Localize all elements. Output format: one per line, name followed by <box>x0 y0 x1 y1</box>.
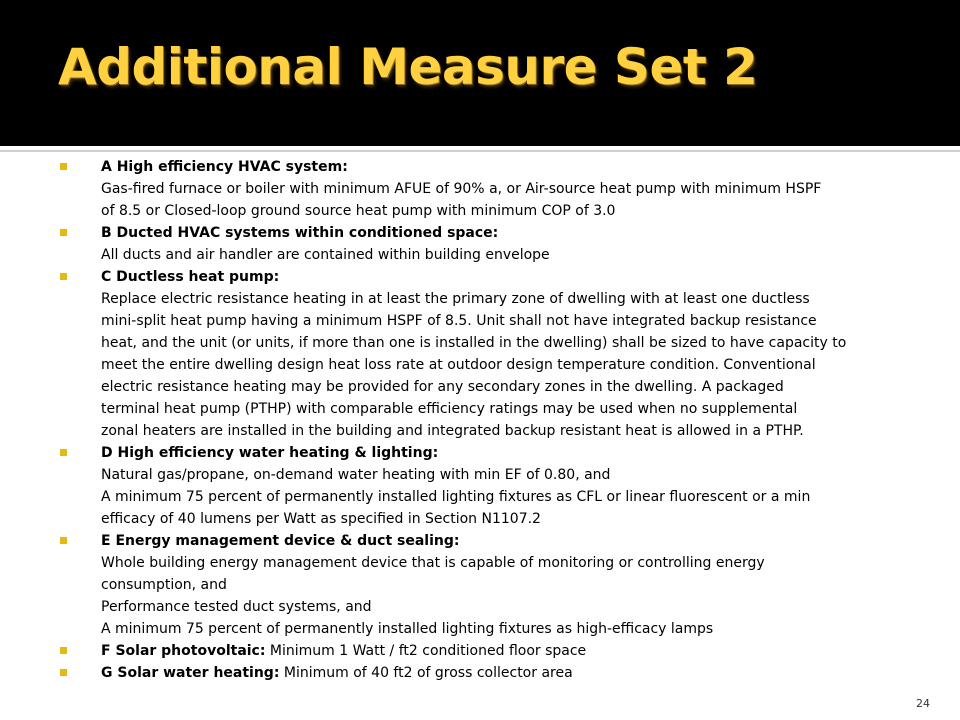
bullet-text-line: A minimum 75 percent of permanently installed lighting fixtures as high-efficacy lamps <box>101 621 714 637</box>
bullet-item-energy-management <box>60 530 910 640</box>
bullet-heading: E Energy management device & duct sealing: <box>101 533 460 549</box>
bullet-heading: C Ductless heat pump: <box>101 269 280 285</box>
bullet-heading: F Solar photovoltaic: <box>101 643 266 659</box>
bullet-list <box>60 156 910 684</box>
bullet-item-solar-photovoltaic <box>60 640 910 662</box>
bullet-text-line: electric resistance heating may be provided for any secondary zones in the dwelling. A packaged <box>101 379 784 395</box>
bullet-text-line: All ducts and air handler are contained within building envelope <box>101 247 550 263</box>
bullet-text-line: of 8.5 or Closed-loop ground source heat pump with minimum COP of 3.0 <box>101 203 616 219</box>
bullet-text-line: A minimum 75 percent of permanently installed lighting fixtures as CFL or linear fluorescent or a min <box>101 489 811 505</box>
bullet-inline-text: Minimum 1 Watt / ft2 conditioned floor space <box>265 643 587 659</box>
bullet-text-line: heat, and the unit (or units, if more than one is installed in the dwelling) shall be sized to have capacity to <box>101 335 847 351</box>
bullet-item-hvac-system <box>60 156 910 222</box>
bullet-item-ducted-hvac <box>60 222 910 266</box>
square-bullet-icon <box>60 273 67 280</box>
bullet-text-line: Gas-fired furnace or boiler with minimum AFUE of 90% a, or Air-source heat pump with minimum HSPF <box>101 181 822 197</box>
bullet-inline-text: Minimum of 40 ft2 of gross collector area <box>279 665 573 681</box>
bullet-text-line: Natural gas/propane, on-demand water heating with min EF of 0.80, and <box>101 467 611 483</box>
bullet-text-line: efficacy of 40 lumens per Watt as specified in Section N1107.2 <box>101 511 541 527</box>
square-bullet-icon <box>60 163 67 170</box>
square-bullet-icon <box>60 449 67 456</box>
bullet-item-water-heating-lighting <box>60 442 910 530</box>
bullet-item-ductless-heat-pump <box>60 266 910 442</box>
bullet-item-solar-water-heating <box>60 662 910 684</box>
bullet-inline-line <box>101 640 910 662</box>
bullet-text-line: Performance tested duct systems, and <box>101 599 372 615</box>
bullet-text-line: mini-split heat pump having a minimum HSPF of 8.5. Unit shall not have integrated backup resistance <box>101 313 817 329</box>
bullet-text-line: terminal heat pump (PTHP) with comparable efficiency ratings may be used when no supplemental <box>101 401 798 417</box>
bullet-text-line: consumption, and <box>101 577 227 593</box>
bullet-text-line: zonal heaters are installed in the building and integrated backup resistant heat is allowed in a PTHP. <box>101 423 804 439</box>
page-number: 24 <box>916 697 930 710</box>
bullet-text-line: Whole building energy management device that is capable of monitoring or controlling energy <box>101 555 765 571</box>
square-bullet-icon <box>60 229 67 236</box>
square-bullet-icon <box>60 647 67 654</box>
square-bullet-icon <box>60 537 67 544</box>
bullet-heading: B Ducted HVAC systems within conditioned space: <box>101 225 499 241</box>
bullet-text-line: Replace electric resistance heating in at least the primary zone of dwelling with at least one ductless <box>101 291 810 307</box>
square-bullet-icon <box>60 669 67 676</box>
bullet-heading: D High efficiency water heating & lighting: <box>101 445 439 461</box>
title-bar <box>0 0 960 146</box>
bullet-text-line: meet the entire dwelling design heat loss rate at outdoor design temperature condition. Conventional <box>101 357 816 373</box>
bullet-inline-line <box>101 662 910 684</box>
slide-title: Additional Measure Set 2 <box>58 38 758 96</box>
bullet-heading: A High efficiency HVAC system: <box>101 159 348 175</box>
content-area <box>0 156 960 720</box>
bullet-heading: G Solar water heating: <box>101 665 280 681</box>
